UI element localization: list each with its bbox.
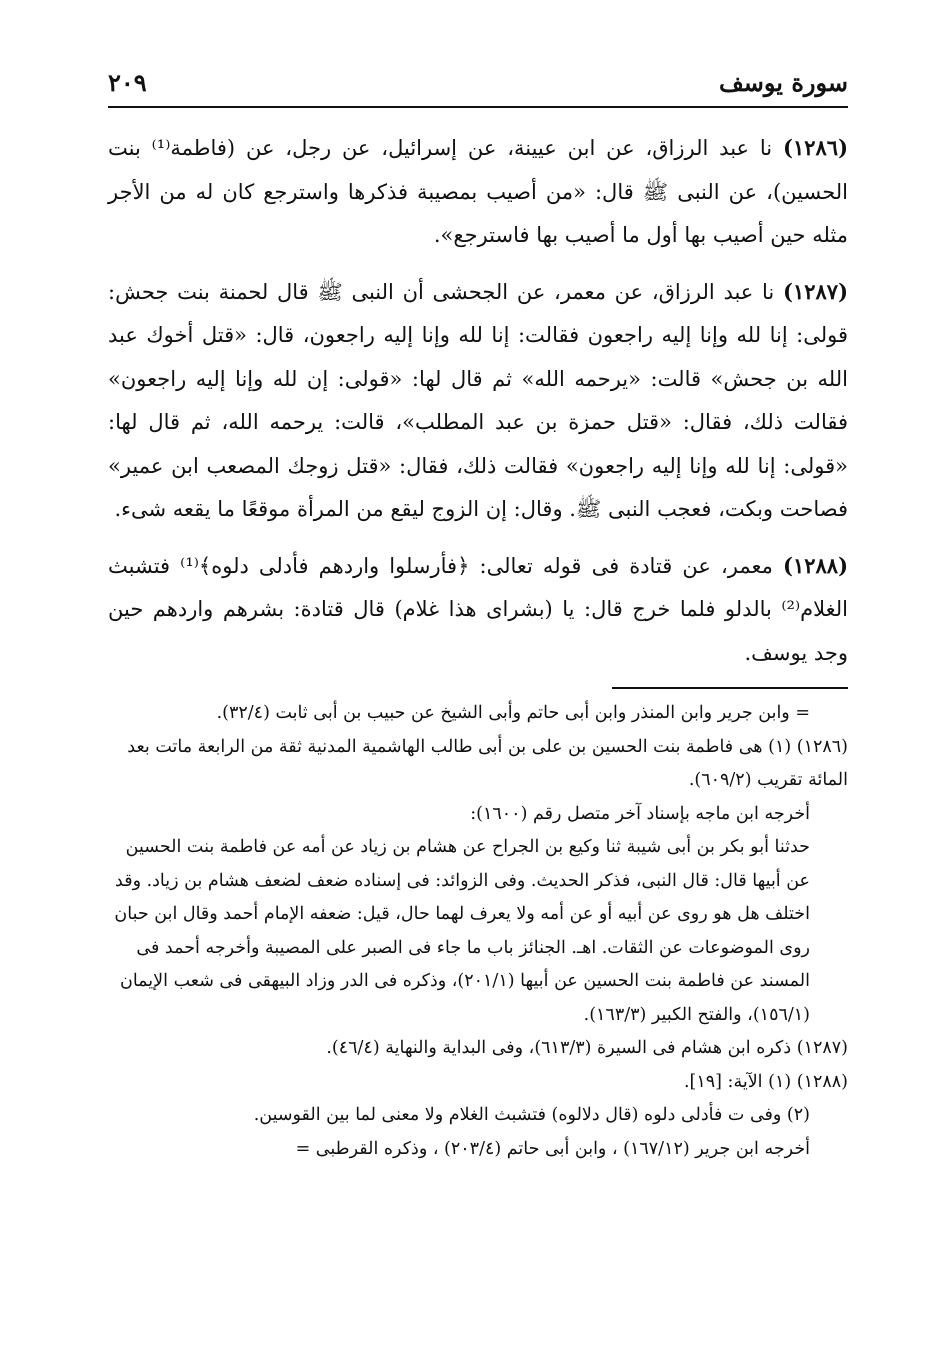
book-page [108, 60, 848, 1166]
hadith-1286 [108, 126, 848, 258]
main-text [108, 126, 848, 675]
footnote-continuation: = وابن جرير وابن المنذر وابن أبى حاتم وأبى الشيخ عن حبيب بن أبى ثابت (٣٢/٤). [216, 703, 810, 723]
hadith-text: نا عبد الرزاق، عن ابن عيينة، عن إسرائيل، عن رجل، عن (فاطمة⁽¹⁾ بنت الحسين)، عن النبى ﷺ قال: «من أصيب بمصيبة فذكرها واسترجع كان له من الأجر مثله حين أصيب بها أول ما أصيب بها فاسترجع». [108, 136, 848, 247]
hadith-1288 [108, 544, 848, 676]
footnote-isnad: حدثنا أبو بكر بن أبى شيبة ثنا وكيع بن الجراح عن هشام بن زياد عن أمه عن فاطمة بنت الحسين عن أبيها قال: قال النبى، فذكر الحديث. وفى الزوائد: فى إسناده ضعف لضعف هشام بن زياد. وقد اختلف هل هو روى عن أبيه أو عن أمه ولا يعرف لهما حال، قيل: ضعفه الإمام أحمد وقال ابن حبان روى الموضوعات عن الثقات. اهـ. الجنائز باب ما جاء فى الصبر على المصيبة وأخرجه أحمد فى المسند عن فاطمة بنت الحسين عن أبيها (٢٠١/١)، وذكره فى الدر وزاد البيهقى فى شعب الإيمان (١٥٦/١)، والفتح الكبير (١٦٣/٣). [114, 837, 810, 1025]
footnote-1288-2: (٢) وفى ت فأدلى دلوه (قال دلالوه) فتشبث الغلام ولا معنى لما بين القوسين. [253, 1105, 810, 1125]
footnote-1286-1: (١٢٨٦) (١) هى فاطمة بنت الحسين بن على بن أبى طالب الهاشمية المدنية ثقة من الرابعة ماتت بعد المائة تقريب (٦٠٩/٢). [127, 736, 848, 790]
footnote-1288-1: (١٢٨٨) (١) الآية: [١٩]. [683, 1071, 848, 1092]
hadith-number: (١٢٨٧) [783, 278, 848, 304]
footnote-separator [612, 687, 848, 689]
footnote-ibn-majah: أخرجه ابن ماجه بإسناد آخر متصل رقم (١٦٠٠): [470, 803, 810, 824]
page-header [108, 60, 848, 108]
running-title: سورة يوسف [718, 68, 848, 97]
footnotes [108, 697, 848, 1166]
page-number: ٢٠٩ [108, 68, 147, 97]
hadith-text: نا عبد الرزاق، عن معمر، عن الجحشى أن النبى ﷺ قال لحمنة بنت جحش: قولى: إنا لله وإنا إليه راجعون فقالت: إنا لله وإنا إليه راجعون، قال: «قتل أخوك عبد الله بن جحش» قالت: «يرحمه الله» ثم قال لها: «قولى: إن لله وإنا إليه راجعون» فقالت ذلك، فقال: «قتل حمزة بن عبد المطلب»، قالت: يرحمه الله، ثم قال لها: «قولى: إنا لله وإنا إليه راجعون» فقالت ذلك، فقال: «قتل زوجك المصعب ابن عمير» فصاحت وبكت، فعجب النبى ﷺ. وقال: إن الزوج ليقع من المرأة موقعًا ما يقعه شىء. [108, 279, 848, 521]
footnote-takhrij: أخرجه ابن جرير (١٦٧/١٢) ، وابن أبى حاتم (٢٠٣/٤) ، وذكره القرطبى = [295, 1138, 810, 1159]
hadith-1287 [108, 270, 848, 532]
hadith-text: معمر، عن قتادة فى قوله تعالى: ﴿فأرسلوا واردهم فأدلى دلوه﴾⁽¹⁾ فتشبث الغلام⁽²⁾ بالدلو فلما خرج قال: يا (بشراى هذا غلام) قال قتادة: بشرهم واردهم حين وجد يوسف. [108, 553, 848, 665]
footnote-1287: (١٢٨٧) ذكره ابن هشام فى السيرة (٦١٣/٣)، وفى البداية والنهاية (٤٦/٤). [326, 1038, 848, 1058]
hadith-number: (١٢٨٨) [783, 552, 848, 578]
hadith-number: (١٢٨٦) [783, 135, 848, 160]
